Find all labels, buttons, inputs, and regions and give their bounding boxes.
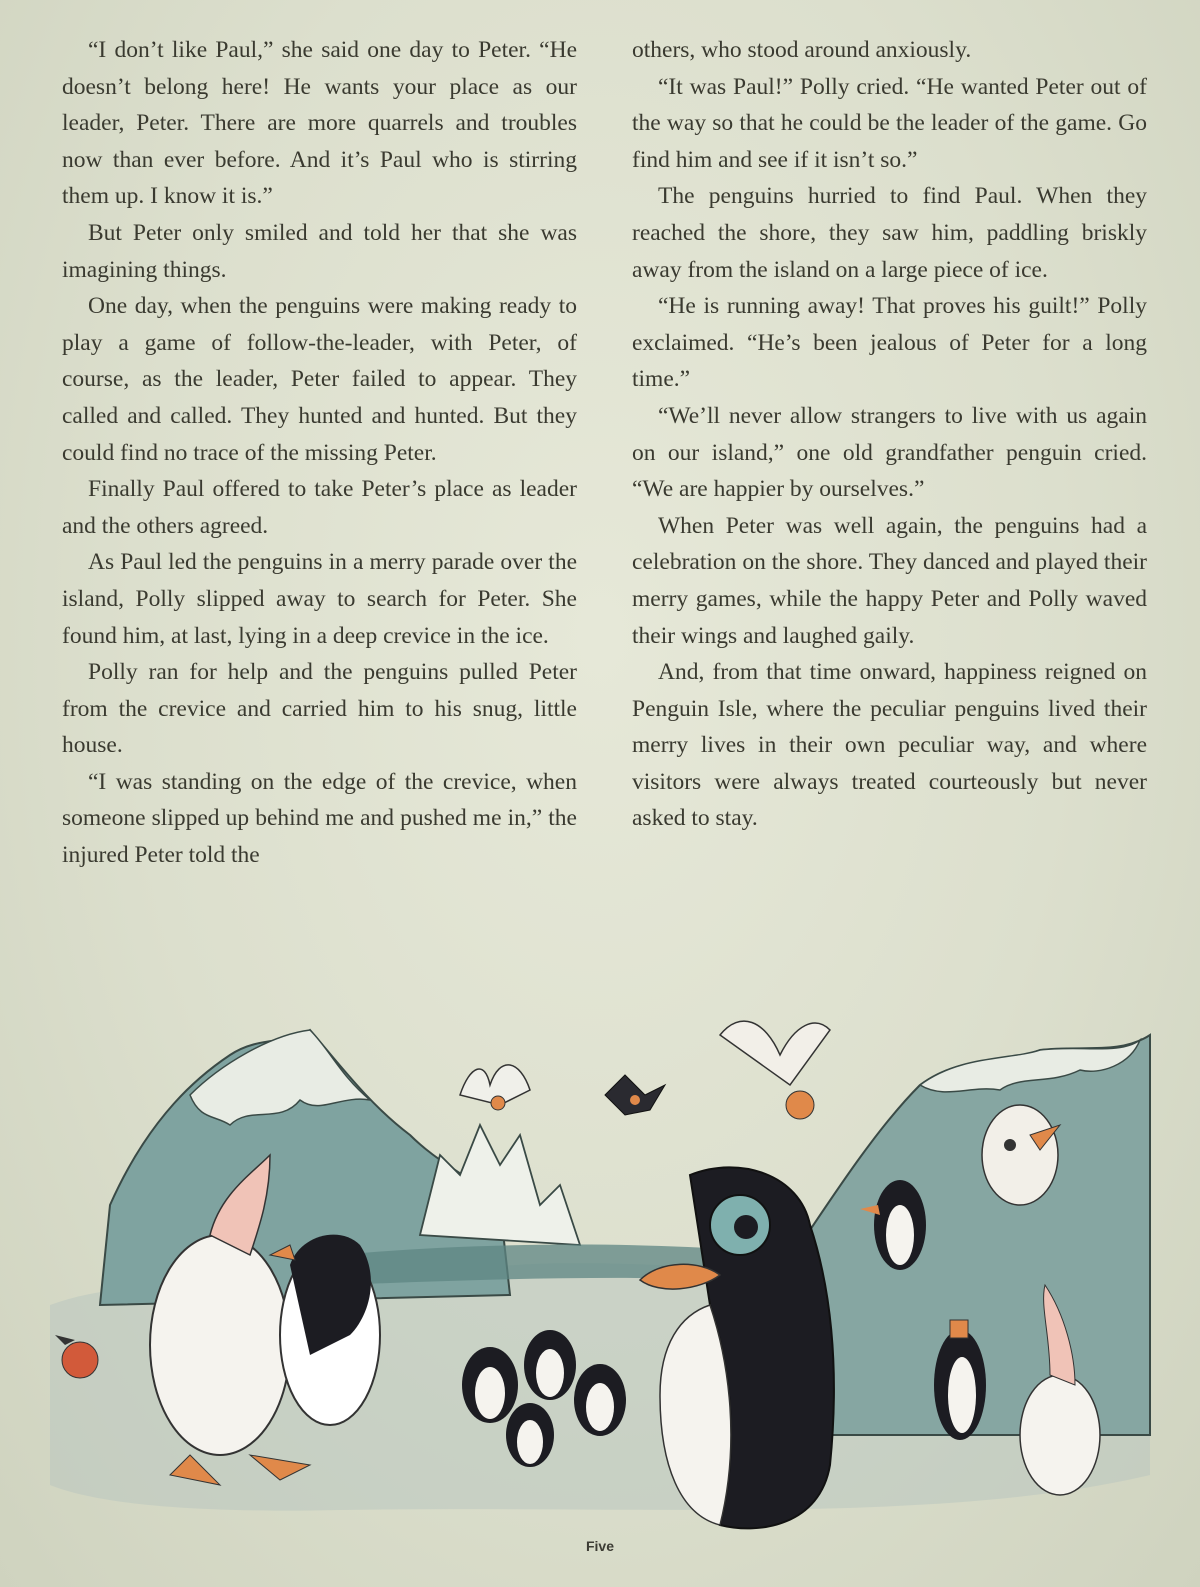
paragraph: One day, when the penguins were making ready to play a game of follow-the-leader, with Peter, of course, as the leader, Peter failed to appear. They called and called. They hunted and hunted. But they could find no trace of the missing Peter. [62, 293, 577, 466]
paragraph: As Paul led the penguins in a merry parade over the island, Polly slipped away to search for Peter. She found him, at last, lying in a deep crevice in the ice. [62, 549, 577, 649]
paragraph: “We’ll never allow strangers to live with us again on our island,” one old grandfather penguin cried. “We are happier by ourselves.” [632, 402, 1147, 503]
paragraph: But Peter only smiled and told her that she was imagining things. [62, 219, 577, 283]
left-text-column [62, 32, 577, 874]
penguin-island-illustration [40, 1005, 1160, 1530]
iceberg-cluster [420, 1125, 580, 1245]
paragraph: “I was standing on the edge of the crevice, when someone slipped up behind me and pushed me in,” the injured Peter told the [62, 768, 577, 869]
paragraph: Polly ran for help and the penguins pulled Peter from the crevice and carried him to his snug, little house. [62, 659, 577, 759]
right-text-column [632, 32, 1147, 837]
paragraph: “He is running away! That proves his guilt!” Polly exclaimed. “He’s been jealous of Peter for a long time.” [632, 293, 1147, 393]
paragraph: “It was Paul!” Polly cried. “He wanted Peter out of the way so that he could be the leader of the game. Go find him and see if it isn’t so.” [632, 73, 1147, 173]
flying-gull-center [720, 1021, 830, 1119]
flying-gull-left [460, 1065, 530, 1110]
paragraph: The penguins hurried to find Paul. When they reached the shore, they saw him, paddling briskly away from the island on a large piece of ice. [632, 183, 1147, 283]
paragraph-continuation: others, who stood around anxiously. [632, 37, 972, 63]
small-flying-penguin [605, 1075, 665, 1115]
paragraph: Finally Paul offered to take Peter’s place as leader and the others agreed. [62, 476, 577, 539]
paragraph: “I don’t like Paul,” she said one day to Peter. “He doesn’t belong here! He wants your place as our leader, Peter. There are more quarrels and troubles now than ever before. And it’s Paul who is stirring them up. I know it is.” [62, 37, 577, 210]
paragraph: When Peter was well again, the penguins had a celebration on the shore. They danced and played their merry games, while the happy Peter and Polly waved their wings and laughed gaily. [632, 512, 1147, 649]
page-number: Five [585, 1538, 614, 1554]
paragraph: And, from that time onward, happiness reigned on Penguin Isle, where the peculiar penguins lived their merry lives in their own peculiar way, and where visitors were always treated courteously but never asked to stay. [632, 659, 1147, 832]
